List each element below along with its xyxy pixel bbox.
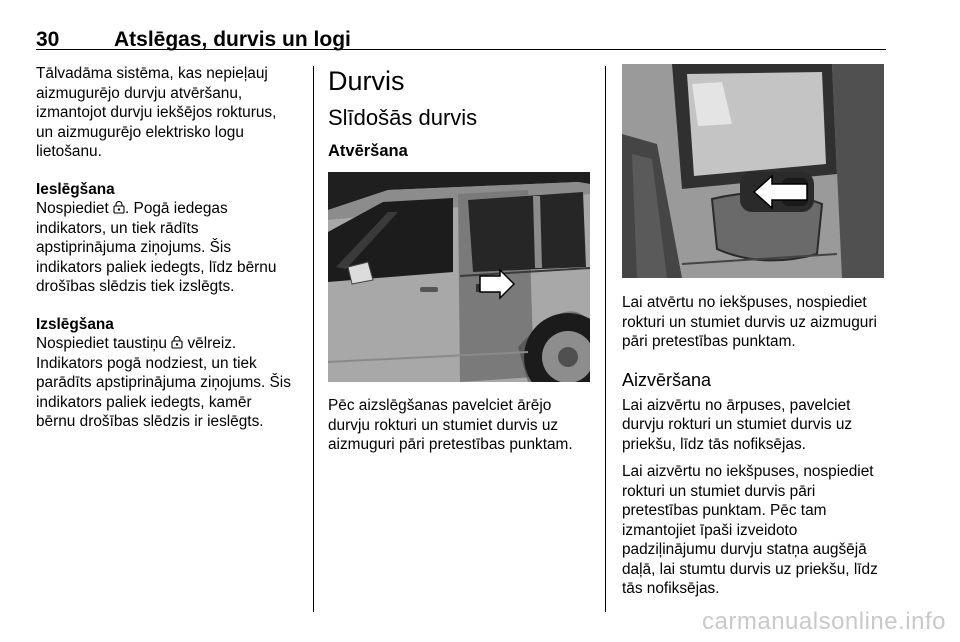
header-rule xyxy=(36,49,886,50)
switch-on-line: apstiprinājuma ziņojums. Šis xyxy=(36,239,232,256)
caption-line: rokturi un stumiet durvis uz aizmuguri xyxy=(622,313,877,331)
closing-line: rokturi un stumiet durvis pāri xyxy=(622,482,816,500)
switch-off-line xyxy=(36,334,308,354)
page-number: 30 xyxy=(36,28,60,51)
switch-on-line: indikators paliek iedegts, līdz bērnu xyxy=(36,258,277,276)
closing-line: durvju rokturi un stumiet durvis uz xyxy=(622,416,853,433)
caption-line: Pēc aizslēgšanas pavelciet ārējo xyxy=(328,397,552,414)
intro-line: un aizmugurējo elektrisko logu xyxy=(36,123,244,141)
closing-line: daļā, lai stumtu durvis uz priekšu, līdz xyxy=(622,560,878,578)
intro-line: izmantojot durvju iekšējos rokturus, xyxy=(36,104,277,121)
closing-line: izmantojiet īpaši izveidoto xyxy=(622,521,798,539)
switch-off-line: indikators paliek iedegts, kamēr xyxy=(36,393,252,411)
text-run: Nospiediet taustiņu xyxy=(36,335,172,352)
switch-on-line: indikators, un tiek rādīts xyxy=(36,219,199,237)
figure-caption-middle xyxy=(328,396,600,455)
child-lock-icon xyxy=(113,201,125,214)
switch-off-line: bērnu drošības slēdzis ir ieslēgts. xyxy=(36,413,264,430)
switch-on-line xyxy=(36,199,308,219)
closing-line: Lai aizvērtu no ārpuses, pavelciet xyxy=(622,396,851,414)
caption-line: aizmuguri pāri pretestības punktam. xyxy=(328,436,573,453)
caption-line: pāri pretestības punktam. xyxy=(622,333,796,350)
switch-off-line: parādīts apstiprinājuma ziņojums. Šis xyxy=(36,374,291,391)
closing-line: tās nofiksējas. xyxy=(622,580,720,597)
subsection-title: Slīdošās durvis xyxy=(328,105,478,130)
closing-line: pretestības punktam. Pēc tam xyxy=(622,502,827,519)
column-divider-right xyxy=(605,66,606,612)
interior-door-handle-illustration xyxy=(622,64,884,278)
chapter-title: Atslēgas, durvis un logi xyxy=(114,28,351,51)
switch-off-paragraph xyxy=(36,334,308,432)
closing-inside-paragraph xyxy=(622,462,888,599)
column-middle xyxy=(328,64,600,162)
caption-line: Lai atvērtu no iekšpuses, nospiediet xyxy=(622,294,867,311)
text-run: Nospiediet xyxy=(36,200,113,217)
intro-paragraph xyxy=(36,64,308,162)
closing-outside-paragraph xyxy=(622,396,888,455)
switch-off-line: Indikators pogā nodziest, un tiek xyxy=(36,354,257,372)
column-right xyxy=(622,293,888,599)
caption-line: durvju rokturi un stumiet durvis uz xyxy=(328,416,559,434)
child-lock-icon xyxy=(171,336,183,349)
text-run: . Pogā iedegas xyxy=(125,200,228,217)
closing-line: padziļinājumu durvju statņa augšējā xyxy=(622,541,867,558)
subsubsection-title: Atvēršana xyxy=(328,142,408,160)
figure-caption-right xyxy=(622,293,888,352)
switch-on-heading: Ieslēgšana xyxy=(36,180,115,198)
closing-line: Lai aizvērtu no iekšpuses, nospiediet xyxy=(622,463,874,480)
van-sliding-door-illustration xyxy=(328,172,590,382)
closing-heading: Aizvēršana xyxy=(622,369,712,390)
column-left xyxy=(36,64,308,432)
closing-line: priekšu, līdz tās nofiksējas. xyxy=(622,435,806,453)
intro-line: aizmugurējo durvju atvēršanu, xyxy=(36,84,243,102)
intro-line: lietošanu. xyxy=(36,143,102,160)
switch-on-line: drošības slēdzis tiek izslēgts. xyxy=(36,278,235,295)
switch-off-heading: Izslēgšana xyxy=(36,315,114,333)
text-run: vēlreiz. xyxy=(183,335,237,352)
section-title: Durvis xyxy=(328,66,405,96)
switch-on-paragraph xyxy=(36,199,308,297)
watermark: carmanualsonline.info xyxy=(702,608,946,635)
intro-line: Tālvadāma sistēma, kas nepieļauj xyxy=(36,65,268,82)
column-divider-left xyxy=(313,66,314,612)
